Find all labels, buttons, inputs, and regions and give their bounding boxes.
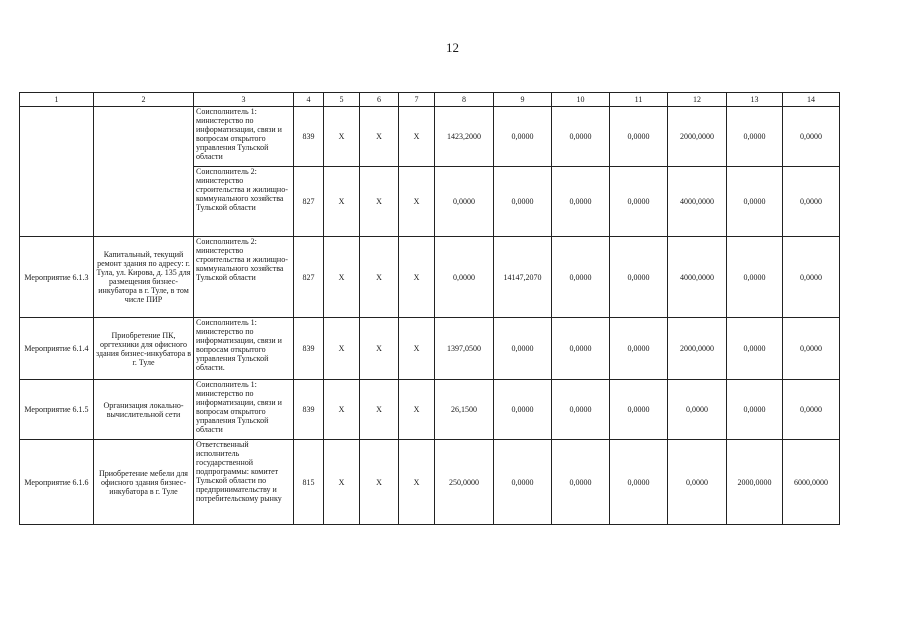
value-cell: 250,0000 xyxy=(435,440,494,525)
table-row xyxy=(20,107,840,167)
value-cell: 0,0000 xyxy=(783,167,840,237)
x-cell: X xyxy=(324,107,360,167)
x-cell: X xyxy=(399,318,435,380)
x-cell: X xyxy=(399,107,435,167)
value-cell: 14147,2070 xyxy=(494,237,552,318)
column-header: 6 xyxy=(360,93,399,107)
measure-name-cell xyxy=(94,107,194,237)
value-cell: 0,0000 xyxy=(494,318,552,380)
measure-cell: Мероприятие 6.1.6 xyxy=(20,440,94,525)
value-cell: 0,0000 xyxy=(494,167,552,237)
value-cell: 1397,0500 xyxy=(435,318,494,380)
column-header: 9 xyxy=(494,93,552,107)
executor-cell: Соисполнитель 2: министерство строительства и жилищно-коммунального хозяйства Тульской области xyxy=(194,237,294,318)
value-cell: 0,0000 xyxy=(552,107,610,167)
column-header: 13 xyxy=(727,93,783,107)
executor-cell: Соисполнитель 1: министерство по информатизации, связи и вопросам открытого управления Тульской области xyxy=(194,380,294,440)
measure-cell xyxy=(20,107,94,237)
value-cell: 0,0000 xyxy=(668,380,727,440)
code-cell: 827 xyxy=(294,237,324,318)
x-cell: X xyxy=(360,167,399,237)
column-header: 4 xyxy=(294,93,324,107)
value-cell: 0,0000 xyxy=(435,167,494,237)
value-cell: 0,0000 xyxy=(727,107,783,167)
value-cell: 0,0000 xyxy=(783,380,840,440)
value-cell: 0,0000 xyxy=(668,440,727,525)
executor-cell: Соисполнитель 1: министерство по информатизации, связи и вопросам открытого управления Тульской области. xyxy=(194,318,294,380)
value-cell: 0,0000 xyxy=(552,440,610,525)
value-cell: 0,0000 xyxy=(727,167,783,237)
x-cell: X xyxy=(360,107,399,167)
code-cell: 815 xyxy=(294,440,324,525)
value-cell: 0,0000 xyxy=(727,237,783,318)
x-cell: X xyxy=(324,237,360,318)
measure-cell: Мероприятие 6.1.3 xyxy=(20,237,94,318)
value-cell: 2000,0000 xyxy=(668,107,727,167)
value-cell: 0,0000 xyxy=(552,237,610,318)
budget-table xyxy=(19,92,840,525)
code-cell: 839 xyxy=(294,380,324,440)
x-cell: X xyxy=(324,167,360,237)
x-cell: X xyxy=(360,440,399,525)
value-cell: 0,0000 xyxy=(552,318,610,380)
x-cell: X xyxy=(360,237,399,318)
value-cell: 0,0000 xyxy=(610,318,668,380)
column-header: 11 xyxy=(610,93,668,107)
x-cell: X xyxy=(399,440,435,525)
measure-name-cell: Приобретение мебели для офисного здания бизнес-инкубатора в г. Туле xyxy=(94,440,194,525)
executor-cell: Соисполнитель 2: министерство строительства и жилищно-коммунального хозяйства Тульской области xyxy=(194,167,294,237)
column-number-header xyxy=(20,93,840,107)
value-cell: 0,0000 xyxy=(435,237,494,318)
measure-name-cell: Капитальный, текущий ремонт здания по адресу: г. Тула, ул. Кирова, д. 135 для размещения бизнес-инкубатора в г. Туле, в том числе ПИР xyxy=(94,237,194,318)
value-cell: 0,0000 xyxy=(610,167,668,237)
value-cell: 0,0000 xyxy=(610,440,668,525)
value-cell: 6000,0000 xyxy=(783,440,840,525)
x-cell: X xyxy=(324,440,360,525)
x-cell: X xyxy=(324,380,360,440)
x-cell: X xyxy=(399,237,435,318)
column-header: 5 xyxy=(324,93,360,107)
value-cell: 26,1500 xyxy=(435,380,494,440)
value-cell: 4000,0000 xyxy=(668,167,727,237)
executor-cell: Ответственный исполнитель государственной подпрограммы: комитет Тульской области по предпринимательству и потребительскому рынку xyxy=(194,440,294,525)
column-header: 3 xyxy=(194,93,294,107)
code-cell: 839 xyxy=(294,107,324,167)
value-cell: 1423,2000 xyxy=(435,107,494,167)
value-cell: 0,0000 xyxy=(610,380,668,440)
measure-cell: Мероприятие 6.1.5 xyxy=(20,380,94,440)
value-cell: 0,0000 xyxy=(494,380,552,440)
column-header: 7 xyxy=(399,93,435,107)
column-header: 2 xyxy=(94,93,194,107)
value-cell: 0,0000 xyxy=(610,107,668,167)
column-header: 10 xyxy=(552,93,610,107)
value-cell: 0,0000 xyxy=(494,107,552,167)
value-cell: 2000,0000 xyxy=(727,440,783,525)
table-row xyxy=(20,440,840,525)
x-cell: X xyxy=(324,318,360,380)
value-cell: 0,0000 xyxy=(727,318,783,380)
value-cell: 0,0000 xyxy=(783,237,840,318)
code-cell: 827 xyxy=(294,167,324,237)
page-number: 12 xyxy=(446,40,459,55)
x-cell: X xyxy=(360,318,399,380)
executor-cell: Соисполнитель 1: министерство по информатизации, связи и вопросам открытого управления Тульской области xyxy=(194,107,294,167)
value-cell: 0,0000 xyxy=(727,380,783,440)
value-cell: 0,0000 xyxy=(610,237,668,318)
x-cell: X xyxy=(399,167,435,237)
x-cell: X xyxy=(399,380,435,440)
value-cell: 4000,0000 xyxy=(668,237,727,318)
value-cell: 2000,0000 xyxy=(668,318,727,380)
column-header: 8 xyxy=(435,93,494,107)
value-cell: 0,0000 xyxy=(783,107,840,167)
code-cell: 839 xyxy=(294,318,324,380)
value-cell: 0,0000 xyxy=(783,318,840,380)
measure-name-cell: Приобретение ПК, оргтехники для офисного здания бизнес-инкубатора в г. Туле xyxy=(94,318,194,380)
measure-cell: Мероприятие 6.1.4 xyxy=(20,318,94,380)
table-row xyxy=(20,380,840,440)
x-cell: X xyxy=(360,380,399,440)
value-cell: 0,0000 xyxy=(552,167,610,237)
measure-name-cell: Организация локально-вычислительной сети xyxy=(94,380,194,440)
value-cell: 0,0000 xyxy=(552,380,610,440)
table-row xyxy=(20,318,840,380)
column-header: 1 xyxy=(20,93,94,107)
column-header: 14 xyxy=(783,93,840,107)
table-row xyxy=(20,237,840,318)
value-cell: 0,0000 xyxy=(494,440,552,525)
column-header: 12 xyxy=(668,93,727,107)
